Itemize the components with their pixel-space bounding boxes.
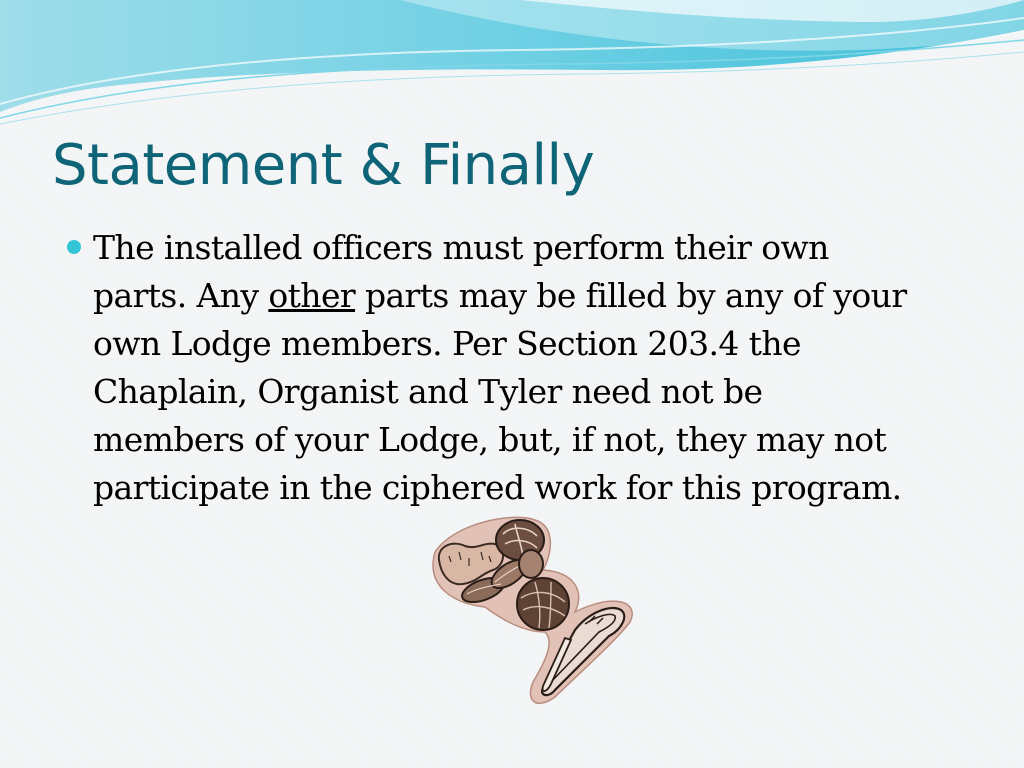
wave-header-decoration (0, 0, 1024, 130)
bullet-text-fragment: parts. Any (93, 276, 269, 315)
bullet-list (60, 224, 960, 512)
bullet-text-line-5: members of your Lodge, but, if not, they may not (93, 420, 887, 459)
bullet-text-line-4: Chaplain, Organist and Tyler need not be (93, 372, 763, 411)
bullet-text-line-6: participate in the ciphered work for this program. (93, 468, 902, 507)
bullet-text-line-2 (93, 272, 960, 320)
hazelnut-icon (517, 578, 569, 630)
bullet-text-line-3: own Lodge members. Per Section 203.4 the (93, 324, 801, 363)
nuts-and-nutcracker-clipart (425, 512, 637, 708)
list-item (60, 224, 960, 512)
underlined-word: other (268, 276, 356, 315)
bullet-text-fragment: parts may be filled by any of your (355, 276, 907, 315)
slide-title: Statement & Finally (52, 133, 595, 198)
bullet-text-line-1: The installed officers must perform their own (93, 228, 829, 267)
round-bullet-icon (67, 240, 81, 254)
